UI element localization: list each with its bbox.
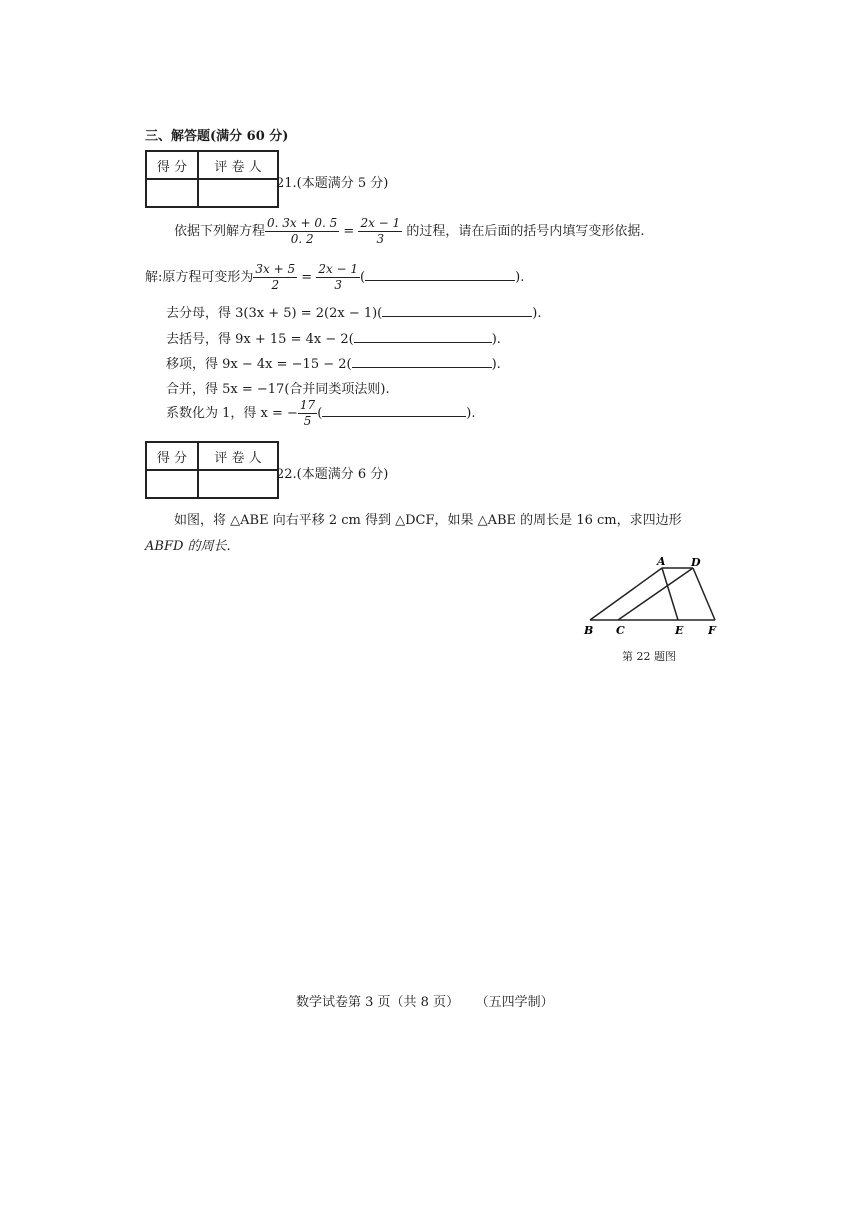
answer-blank-2[interactable] <box>382 304 532 317</box>
q21-step2: 去括号，得 9x + 15 = 4x − 2( ). <box>166 332 501 347</box>
q21-frac1: $\frac{0. 3x + 0. 5}{0. 2}$ <box>267 216 338 246</box>
section-title: 三、解答题(满分 60 分) <box>145 129 289 144</box>
point-label-c: C <box>616 624 625 637</box>
q22-figure <box>580 555 730 637</box>
q21-step3: 移项，得 9x − 4x = −15 − 2( ). <box>166 357 501 372</box>
point-label-e: E <box>675 624 684 637</box>
score-cell[interactable] <box>146 470 198 498</box>
score-table-21 <box>145 150 279 208</box>
q21-frac2: $\frac{2x - 1}{3}$ <box>360 216 401 246</box>
q21-sol-frac2: $\frac{2x - 1}{3}$ <box>318 262 359 292</box>
grader-cell[interactable] <box>198 470 278 498</box>
score-header: 得 分 <box>146 442 198 470</box>
q21-solution-line: 解:原方程可变形为 $\frac{3x + 5}{2}$ = $\frac{2x - 1}{3}$ ( ). <box>145 262 525 292</box>
segment-ae <box>662 568 678 620</box>
answer-blank-1[interactable] <box>365 268 515 281</box>
score-table-22 <box>145 441 279 499</box>
point-label-b: B <box>584 624 594 637</box>
figure-caption: 第 22 题图 <box>622 650 676 663</box>
q21-sol-frac1: $\frac{3x + 5}{2}$ <box>255 262 296 292</box>
score-header: 得 分 <box>146 151 198 179</box>
q21-header: 21.(本题满分 5 分) <box>276 176 389 191</box>
point-label-f: F <box>708 624 716 637</box>
q21-step4: 合并，得 5x = −17(合并同类项法则). <box>166 382 390 397</box>
q21-step5: 系数化为 1，得 x = − $\frac{17}{5}$ ( ). <box>166 398 476 428</box>
q21-intro: 依据下列解方程 $\frac{0. 3x + 0. 5}{0. 2}$ = $\frac{2x - 1}{3}$ 的过程，请在后面的括号内填写变形依据. <box>174 216 645 246</box>
grader-cell[interactable] <box>198 179 278 207</box>
segment-ab <box>590 568 662 620</box>
score-cell[interactable] <box>146 179 198 207</box>
q21-step5-frac: $\frac{17}{5}$ <box>299 398 316 428</box>
grader-header: 评 卷 人 <box>198 442 278 470</box>
point-label-a: A <box>657 555 666 568</box>
answer-blank-4[interactable] <box>352 355 492 368</box>
q22-text-line1: 如图，将 △ABE 向右平移 2 cm 得到 △DCF，如果 △ABE 的周长是 16 cm，求四边形 <box>174 513 682 528</box>
answer-blank-5[interactable] <box>322 404 466 417</box>
point-label-d: D <box>691 556 701 569</box>
grader-header: 评 卷 人 <box>198 151 278 179</box>
page-footer: 数学试卷第 3 页（共 8 页） （五四学制） <box>296 995 554 1010</box>
q22-header: 22.(本题满分 6 分) <box>276 467 389 482</box>
q21-intro-suffix: 的过程，请在后面的括号内填写变形依据. <box>406 224 645 239</box>
q21-step1: 去分母，得 3(3x + 5) = 2(2x − 1)( ). <box>166 306 542 321</box>
q22-text-line2: ABFD 的周长. <box>145 539 231 554</box>
answer-blank-3[interactable] <box>354 330 492 343</box>
segment-dc <box>618 568 693 620</box>
segment-df <box>693 568 715 620</box>
q21-intro-prefix: 依据下列解方程 <box>174 224 266 239</box>
